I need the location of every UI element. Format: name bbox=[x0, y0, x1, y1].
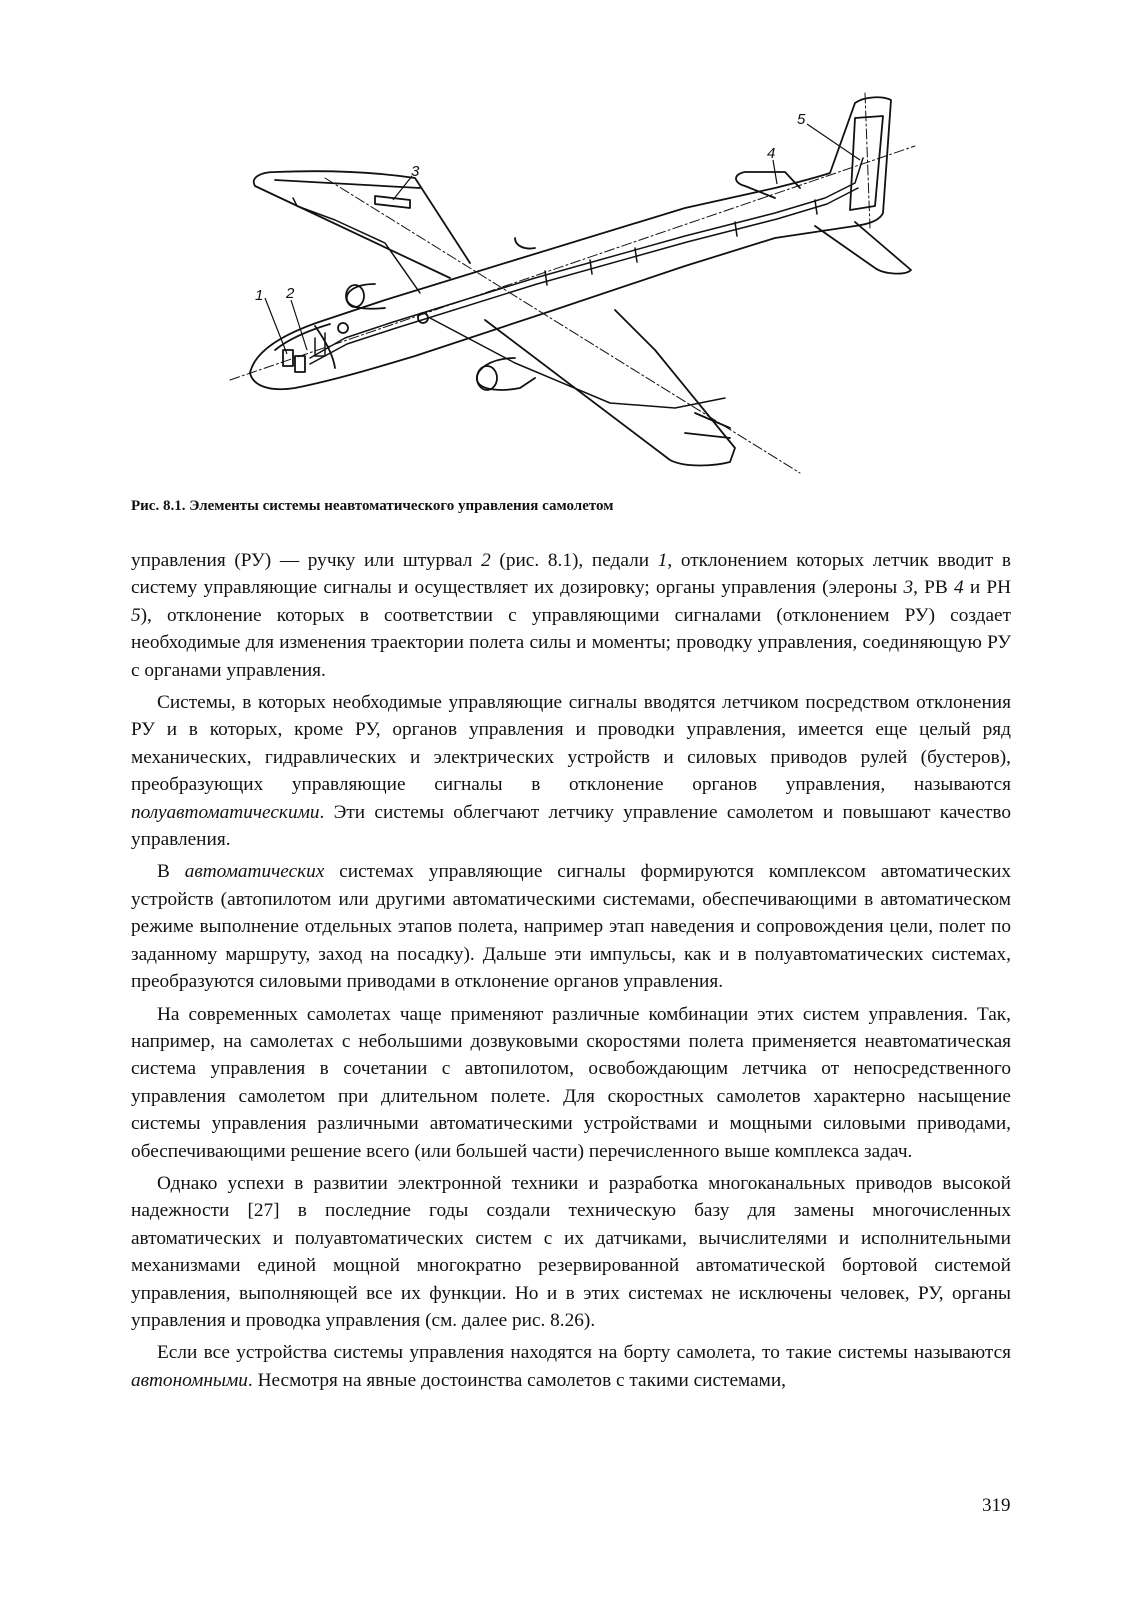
paragraph bbox=[131, 1170, 1011, 1334]
text-run: Однако успехи в развитии электронной техники и разработка многоканальных приводов высокой надежности [27] в последние годы создали техническую базу для замены многочисленных автоматических и полуавтоматических систем с их датчиками, вычислителями и исполнительными механизмами единой мощной многократно резервированной автоматической бортовой системой управления, выполняющей все их функции. Но и в этих системах не исключены человек, РУ, органы управления и проводка управления (см. далее рис. 8.26). bbox=[131, 1172, 1011, 1331]
body-text bbox=[131, 547, 1011, 1399]
italic-text: 3 bbox=[903, 577, 914, 599]
text-run: ), отклонение которых в соответствии с управляющими сигналами (отклонением РУ) создает необходимые для изменения траектории полета силы и моменты; проводку управления, соединяющую РУ с органами управления. bbox=[131, 604, 1011, 681]
text-run: и РН bbox=[963, 577, 1012, 599]
text-run: Если все устройства системы управления находятся на борту самолета, то такие системы называются bbox=[157, 1342, 1011, 1364]
figure-caption: Рис. 8.1. Элементы системы неавтоматического управления самолетом bbox=[131, 498, 614, 514]
text-run: (рис. 8.1), педали bbox=[490, 550, 658, 571]
paragraph bbox=[131, 1001, 1011, 1165]
figure-label-3: 3 bbox=[411, 163, 420, 180]
right-engine bbox=[477, 358, 535, 390]
figure-label-5: 5 bbox=[797, 111, 806, 128]
italic-text: 2 bbox=[481, 550, 491, 571]
text-run: В bbox=[157, 861, 185, 883]
aircraft-control-diagram bbox=[215, 88, 925, 488]
italic-text: 1 bbox=[657, 550, 668, 571]
right-wing bbox=[485, 310, 735, 466]
figure-label-2: 2 bbox=[286, 285, 295, 302]
text-run: . Несмотря на явные достоинства самолетов с такими системами, bbox=[247, 1369, 786, 1391]
italic-text: 4 bbox=[953, 577, 964, 599]
figure-label-1: 1 bbox=[255, 287, 264, 304]
italic-text: автономными bbox=[131, 1369, 248, 1391]
text-run: На современных самолетах чаще применяют различные комбинации этих систем управления. Так, например, на самолетах с небольшими дозвуковыми скоростями полета применяется неавтоматическая система управления в сочетании с автопилотом, освобождающим летчика от непосредственного управления самолетом при длительном полете. Для скоростных самолетов характерно насыщение системы управления различными автоматическими устройствами и мощными силовыми приводами, обеспечивающими решение всего (или большей части) перечисленного выше комплекса задач. bbox=[131, 1003, 1011, 1162]
text-run: . Эти системы облегчают летчику управление самолетом и повышают качество управления. bbox=[131, 801, 1011, 851]
aircraft-drawing bbox=[215, 88, 925, 488]
fuselage bbox=[250, 97, 891, 389]
figure-label-4: 4 bbox=[767, 145, 776, 162]
left-wing bbox=[254, 171, 470, 278]
text-run: , отклонением которых летчик вводит в систему управляющие сигналы и осуществляет их дозировку; органы управления (элероны bbox=[131, 550, 1011, 599]
paragraph bbox=[131, 1339, 1011, 1394]
italic-text: полуавтоматическими bbox=[131, 801, 320, 823]
paragraph bbox=[131, 689, 1011, 853]
paragraph bbox=[131, 547, 1011, 684]
italic-text: автоматических bbox=[184, 861, 325, 883]
text-run: системах управляющие сигналы формируются комплексом автоматических устройств (автопилотом или другими автоматическими системами, обеспечивающими в автоматическом режиме выполнение отдельных этапов полета, например этап наведения и сопровождения цели, полет по заданному маршруту, заход на посадку). Дальше эти импульсы, как и в полуавтоматических системах, преобразуются силовыми приводами в отклонение органов управления. bbox=[131, 861, 1011, 993]
text-run: , РВ bbox=[913, 577, 954, 599]
paragraph bbox=[131, 858, 1011, 995]
italic-text: 5 bbox=[131, 604, 141, 626]
page-number: 319 bbox=[982, 1495, 1011, 1516]
left-engine bbox=[347, 284, 385, 309]
text-run: Системы, в которых необходимые управляющие сигналы вводятся летчиком посредством отклонения РУ и в которых, кроме РУ, органов управления и проводки управления, имеется еще целый ряд механических, гидравлических и электрических устройств и силовых приводов рулей (бустеров), преобразующих управляющие сигналы в отклонение органов управления, называются bbox=[131, 692, 1011, 796]
text-run: управления (РУ) — ручку или штурвал bbox=[131, 550, 482, 571]
